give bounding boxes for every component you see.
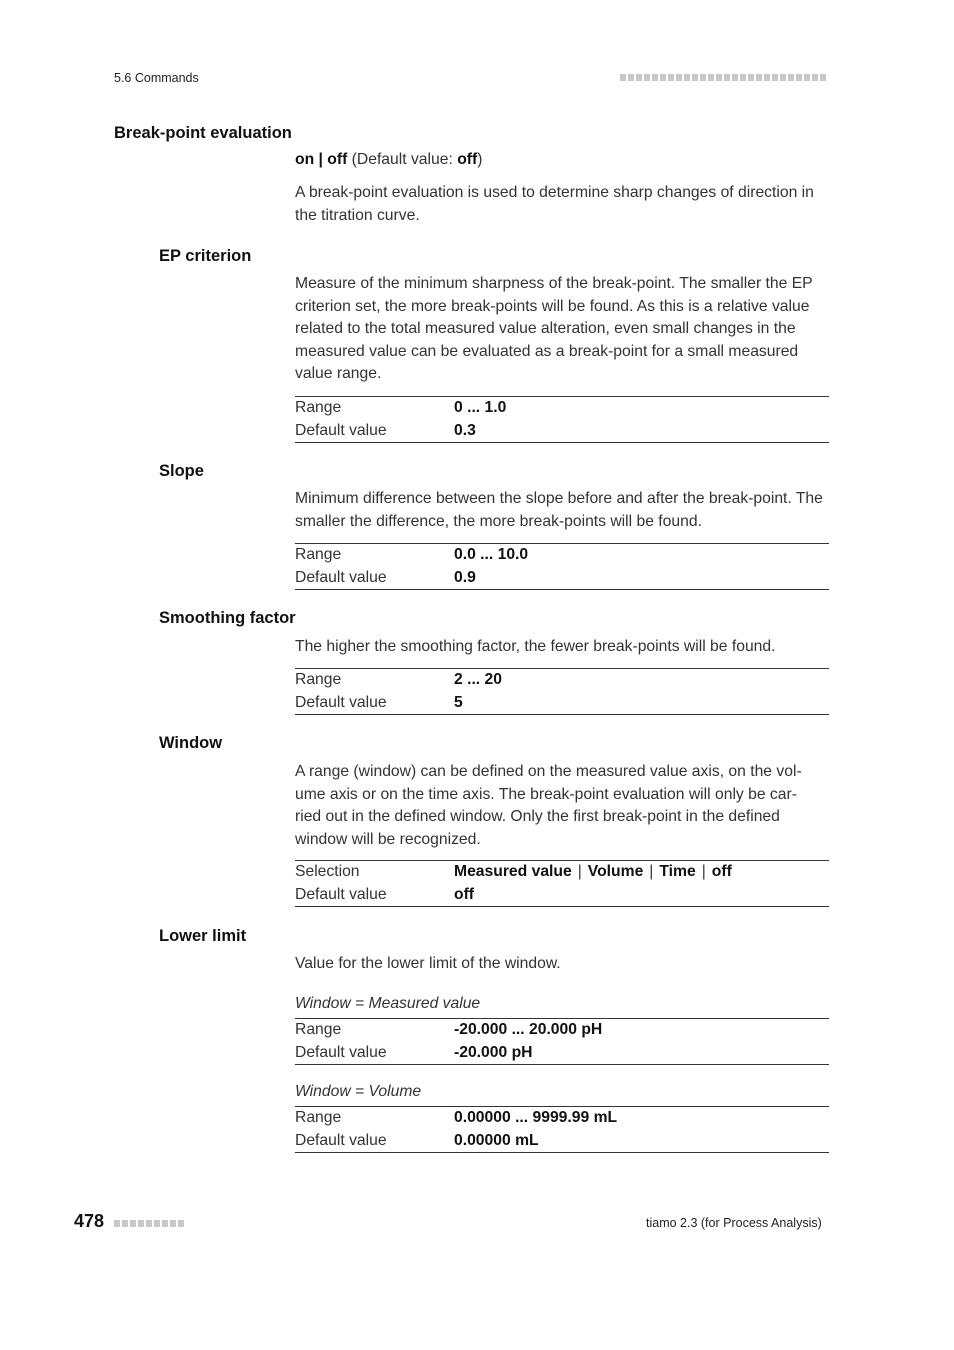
range-label: Range xyxy=(295,671,342,688)
selection-options xyxy=(454,861,732,884)
window-text xyxy=(295,761,855,851)
window-text-line: ried out in the defined window. Only the first break-point in the defined xyxy=(295,808,780,825)
default-value: off xyxy=(454,885,475,903)
lower-limit-volume-table xyxy=(295,1106,829,1153)
range-label: Range xyxy=(295,1021,342,1038)
toggle-default-value: off xyxy=(457,151,478,168)
toggle-values xyxy=(295,149,835,172)
smoothing-heading: Smoothing factor xyxy=(159,609,296,627)
slope-heading: Slope xyxy=(159,462,204,480)
option-time: Time xyxy=(659,863,696,880)
table-row xyxy=(295,1107,829,1130)
option-measured-value: Measured value xyxy=(454,863,572,880)
section-title: Break-point evaluation xyxy=(114,124,292,142)
table-row xyxy=(295,397,829,420)
window-text-line: window will be recognized. xyxy=(295,830,481,848)
caption-measured-value: Window = Measured value xyxy=(295,995,481,1012)
ep-criterion-heading: EP criterion xyxy=(159,247,252,265)
header-decoration-bar xyxy=(620,74,826,81)
footer-decoration-bar xyxy=(114,1220,184,1227)
lower-limit-text: Value for the lower limit of the window. xyxy=(295,955,561,972)
running-header-section: 5.6 Commands xyxy=(114,71,199,85)
default-value: 0.9 xyxy=(454,568,476,586)
option-separator: | xyxy=(577,863,582,880)
default-value: 0.00000 mL xyxy=(454,1131,539,1149)
default-label: Default value xyxy=(295,693,387,711)
range-label: Range xyxy=(295,546,342,563)
window-heading: Window xyxy=(159,734,223,752)
default-label: Default value xyxy=(295,568,387,586)
range-value: 2 ... 20 xyxy=(454,671,502,688)
option-volume: Volume xyxy=(587,863,644,880)
window-text-line: A range (window) can be defined on the measured value axis, on the vol- xyxy=(295,763,802,780)
toggle-default-prefix: (Default value: xyxy=(347,151,458,168)
lower-limit-heading: Lower limit xyxy=(159,927,247,945)
default-label: Default value xyxy=(295,421,387,439)
option-separator: | xyxy=(701,863,706,880)
caption-volume: Window = Volume xyxy=(295,1083,422,1100)
table-row xyxy=(295,861,829,884)
window-table xyxy=(295,860,829,907)
window-text-line: ume axis or on the time axis. The break-point evaluation will only be car- xyxy=(295,785,797,803)
toggle-on: on xyxy=(295,151,315,168)
range-value: 0 ... 1.0 xyxy=(454,399,507,416)
smoothing-table xyxy=(295,668,829,715)
range-value: -20.000 ... 20.000 pH xyxy=(454,1021,603,1038)
table-row xyxy=(295,884,829,907)
range-label: Range xyxy=(295,1109,342,1126)
table-row xyxy=(295,692,829,715)
range-value: 0.00000 ... 9999.99 mL xyxy=(454,1109,618,1126)
option-off: off xyxy=(711,863,732,880)
slope-table xyxy=(295,543,829,590)
page-number: 478 xyxy=(74,1211,105,1231)
range-value: 0.0 ... 10.0 xyxy=(454,546,529,563)
selection-label: Selection xyxy=(295,863,360,880)
footer-product: tiamo 2.3 (for Process Analysis) xyxy=(646,1216,822,1230)
table-row xyxy=(295,420,829,443)
table-row xyxy=(295,1042,829,1065)
default-label: Default value xyxy=(295,1131,387,1149)
table-row xyxy=(295,544,829,567)
table-row xyxy=(295,1130,829,1153)
table-row xyxy=(295,567,829,590)
lower-limit-measured-table xyxy=(295,1018,829,1065)
range-label: Range xyxy=(295,399,342,416)
default-value: -20.000 pH xyxy=(454,1043,533,1061)
table-row xyxy=(295,669,829,692)
slope-text: Minimum difference between the slope before and after the break-point. The smaller the difference, the more break-points will be found. xyxy=(295,490,823,530)
table-row xyxy=(295,1019,829,1042)
default-value: 5 xyxy=(454,693,463,711)
ep-criterion-table xyxy=(295,396,829,443)
default-value: 0.3 xyxy=(454,421,476,439)
smoothing-text: The higher the smoothing factor, the fewer break-points will be found. xyxy=(295,638,776,655)
toggle-off: off xyxy=(327,151,348,168)
toggle-pipe: | xyxy=(314,151,328,168)
toggle-default-suffix: ) xyxy=(477,151,483,168)
option-separator: | xyxy=(649,863,654,880)
intro-paragraph: A break-point evaluation is used to determine sharp changes of direction in the titration curve. xyxy=(295,184,814,224)
default-label: Default value xyxy=(295,885,387,903)
ep-criterion-text: Measure of the minimum sharpness of the break-point. The smaller the EP criterion set, the more break-points will be found. As this is a relative value related to the total measured value alteration, even small changes in the measured value can be evaluated as a break-point for a small measured value range. xyxy=(295,275,813,382)
default-label: Default value xyxy=(295,1043,387,1061)
